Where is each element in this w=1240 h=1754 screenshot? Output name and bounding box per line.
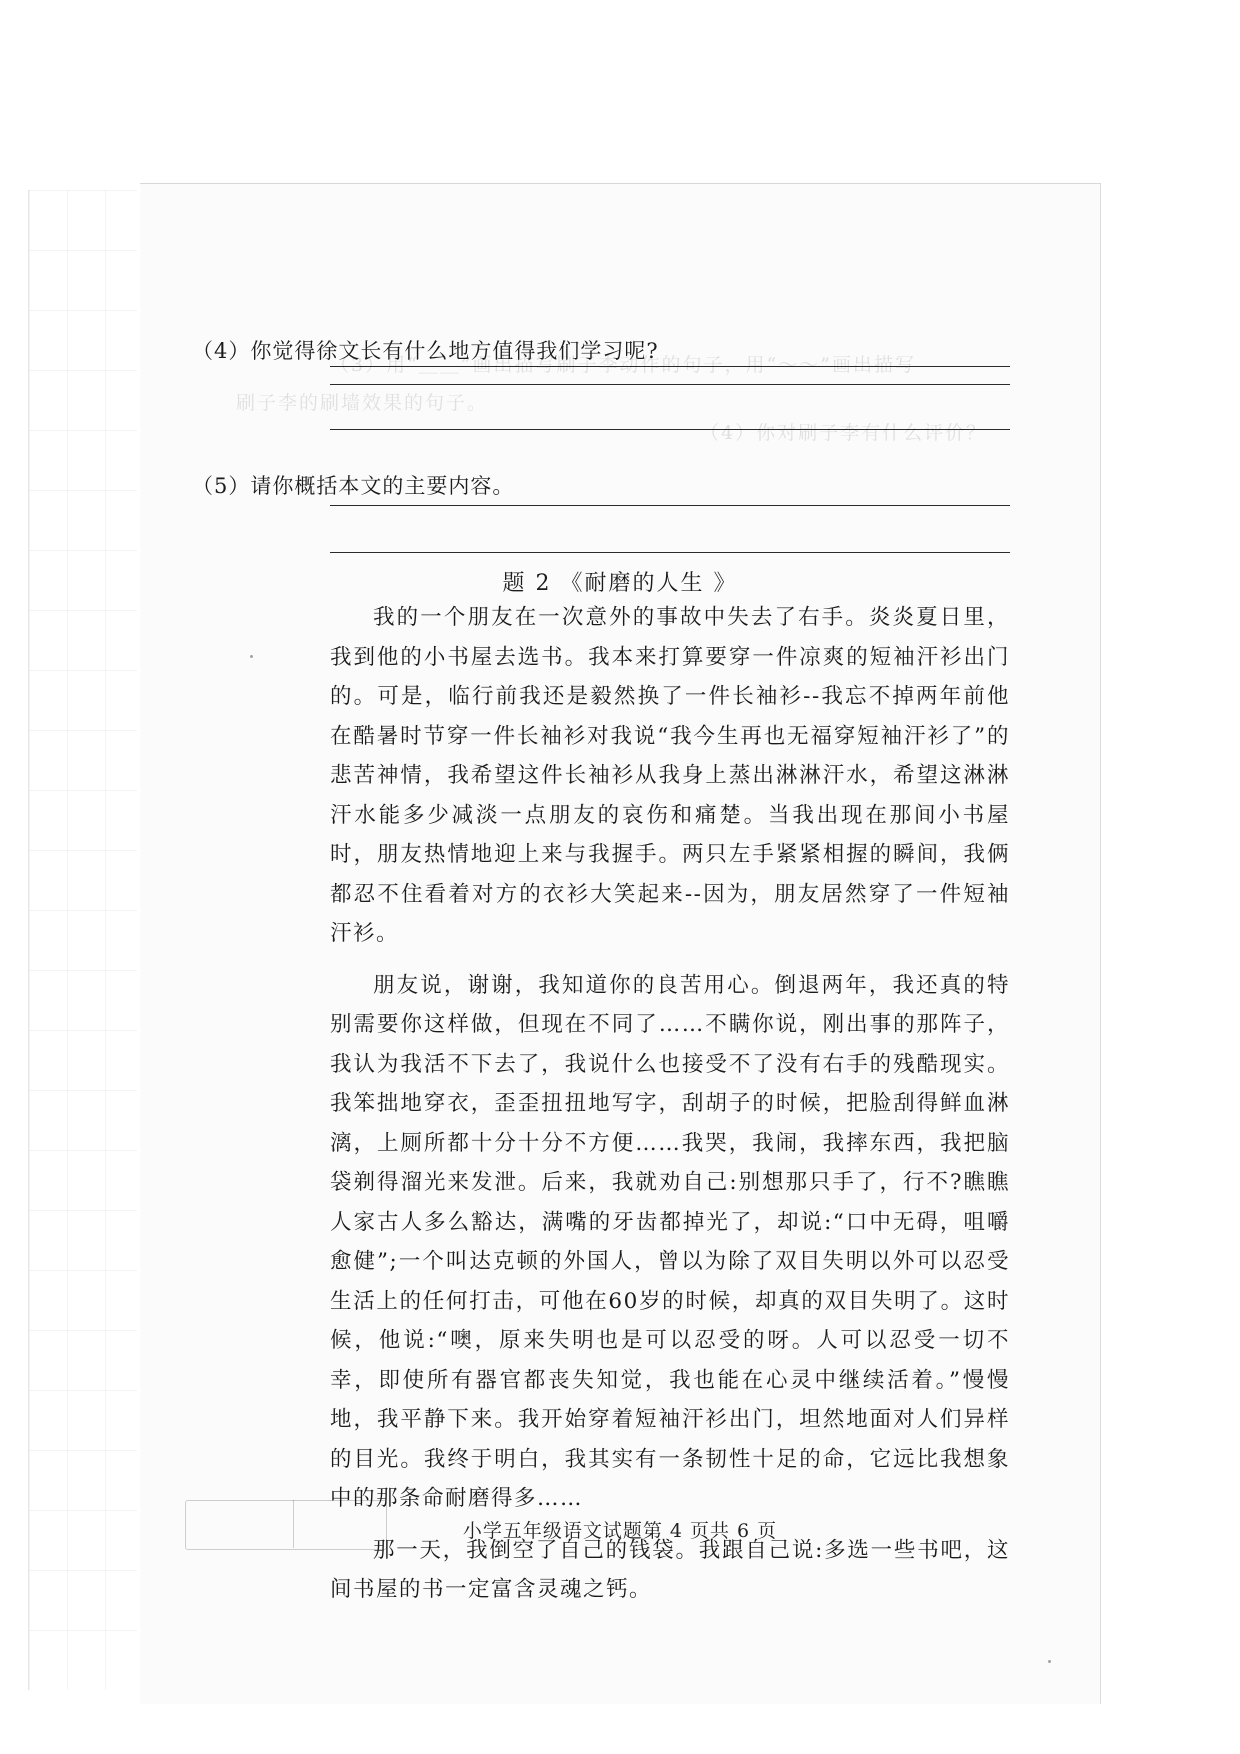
answer-line[interactable] [330,384,1010,385]
answer-line[interactable] [330,429,1010,430]
bleed-through-text: 刷子李的刷墙效果的句子。 [236,392,489,414]
scan-speck [1048,1660,1051,1663]
page-footer: 小学五年级语文试题第 4 页共 6 页 [462,1520,778,1542]
passage-paragraph: 那一天，我倒空了自己的钱袋。我跟自己说:多选一些书吧，这间书屋的书一定富含灵魂之钙。 [330,1537,1010,1602]
answer-line[interactable] [330,505,1010,506]
answer-line[interactable] [330,366,1010,367]
passage-title: 题 2 《耐磨的人生 》 [502,571,738,596]
passage-paragraph: 朋友说，谢谢，我知道你的良苦用心。倒退两年，我还真的特别需要你这样做，但现在不同了……不瞒你说，刚出事的那阵子，我认为我活不下去了，我说什么也接受不了没有右手的残酷现实。我笨拙地穿衣，歪歪扭扭地写字，刮胡子的时候，把脸刮得鲜血淋漓，上厕所都十分十分不方便……我哭，我闹，我摔东西，我把脑袋剃得溜光来发泄。后来，我就劝自己:别想那只手了，行不?瞧瞧人家古人多么豁达，满嘴的牙齿都掉光了，却说:“口中无碍，咀嚼愈健”;一个叫达克顿的外国人，曾以为除了双目失明以外可以忍受生活上的任何打击，可他在60岁的时候，却真的双目失明了。这时候，他说:“噢，原来失明也是可以忍受的呀。人可以忍受一切不幸，即使所有器官都丧失知觉，我也能在心灵中继续活着。”慢慢地，我平静下来。我开始穿着短袖汗衫出门，坦然地面对人们异样的目光。我终于明白，我其实有一条韧性十足的命，它远比我想象中的那条命耐磨得多…… [330,972,1010,1511]
answer-line[interactable] [330,552,1010,553]
scan-speck [250,655,253,658]
question-5: （5）请你概括本文的主要内容。 [192,474,515,498]
bleed-through-text: （4）你对刷子李有什么评价？ [700,422,988,444]
back-page-edge [28,190,137,1690]
passage-body [330,598,1010,1622]
bleed-through-text: （3）用“＿＿”画出描写刷子李动作的句子，用“～～”画出描写 [330,354,916,376]
passage-paragraph: 我的一个朋友在一次意外的事故中失去了右手。炎炎夏日里，我到他的小书屋去选书。我本来打算要穿一件凉爽的短袖汗衫出门的。可是，临行前我还是毅然换了一件长袖衫--我忘不掉两年前他在酷暑时节穿一件长袖衫对我说“我今生再也无福穿短袖汗衫了”的悲苦神情，我希望这件长袖衫从我身上蒸出淋淋汗水，希望这淋淋汗水能多少减淡一点朋友的哀伤和痛楚。当我出现在那间小书屋时，朋友热情地迎上来与我握手。两只左手紧紧相握的瞬间，我俩都忍不住看着对方的衣衫大笑起来--因为，朋友居然穿了一件短袖汗衫。 [330,605,1010,946]
question-4: （4）你觉得徐文长有什么地方值得我们学习呢? [192,339,659,363]
